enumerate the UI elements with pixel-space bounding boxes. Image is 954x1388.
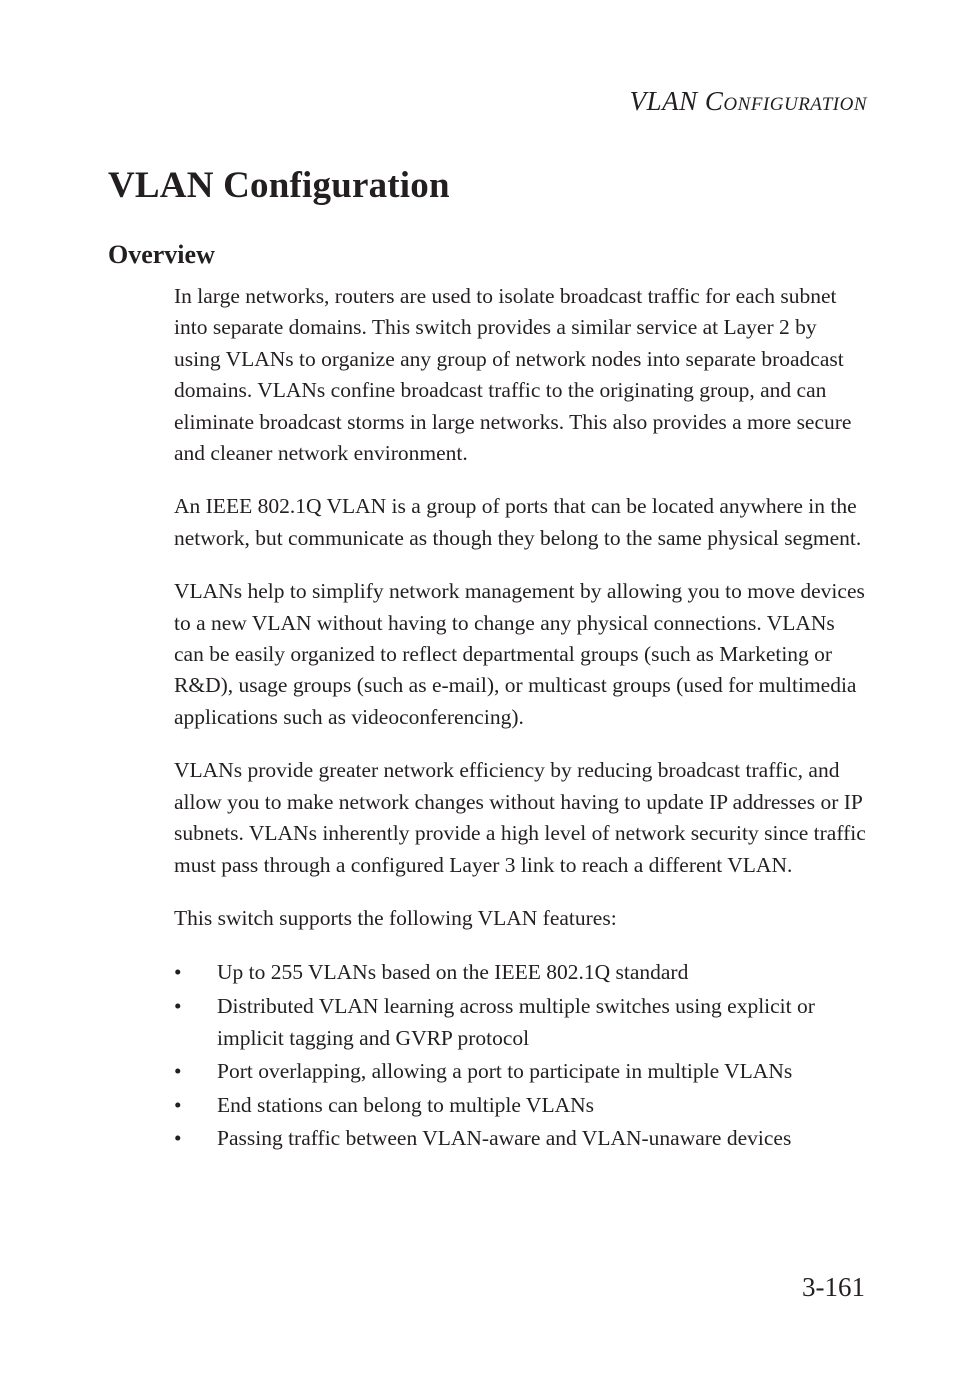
running-header-v: V <box>629 86 647 116</box>
bullet-icon: • <box>174 1126 182 1151</box>
list-item <box>174 990 866 1054</box>
bullet-icon: • <box>174 1059 182 1084</box>
list-item <box>174 1089 866 1121</box>
list-item-text: Distributed VLAN learning across multiple switches using explicit or implicit tagging and GVRP protocol <box>217 993 815 1050</box>
paragraph: In large networks, routers are used to isolate broadcast traffic for each subnet into separate domains. This switch provides a similar service at Layer 2 by using VLANs to organize any group of network nodes into separate broadcast domains. VLANs confine broadcast traffic to the originating group, and can eliminate broadcast storms in large networks. This also provides a more secure and cleaner network environment. <box>174 284 852 466</box>
body-text <box>174 281 866 1156</box>
feature-list <box>174 956 866 1154</box>
running-header <box>630 86 867 117</box>
paragraph: An IEEE 802.1Q VLAN is a group of ports that can be located anywhere in the network, but communicate as though they belong to the same physical segment. <box>174 494 862 550</box>
list-item <box>174 1055 866 1087</box>
paragraph: VLANs provide greater network efficiency by reducing broadcast traffic, and allow you to make network changes without having to update IP addresses or IP subnets. VLANs inherently provide a high level of network security since traffic must pass through a configured Layer 3 link to reach a different VLAN. <box>174 758 866 877</box>
page-title: VLAN Configuration <box>108 165 450 206</box>
page-number: 3-161 <box>802 1272 865 1302</box>
list-item <box>174 956 866 988</box>
list-item-text: Up to 255 VLANs based on the IEEE 802.1Q standard <box>217 960 689 985</box>
list-item-text: End stations can belong to multiple VLANs <box>217 1092 595 1117</box>
running-header-configuration: onfiguration <box>723 86 867 116</box>
list-item-text: Passing traffic between VLAN-aware and VLAN-unaware devices <box>217 1126 792 1151</box>
list-item <box>174 1122 866 1154</box>
section-heading-overview: Overview <box>108 240 215 269</box>
running-header-lan: LAN <box>646 86 705 116</box>
paragraph: VLANs help to simplify network management by allowing you to move devices to a new VLAN without having to change any physical connections. VLANs can be easily organized to reflect departmental groups (such as Marketing or R&D), usage groups (such as e-mail), or multicast groups (used for multimedia applications such as videoconferencing). <box>174 579 865 729</box>
bullet-icon: • <box>174 993 182 1018</box>
paragraph: This switch supports the following VLAN features: <box>174 905 617 930</box>
running-header-c: C <box>704 86 724 116</box>
list-item-text: Port overlapping, allowing a port to participate in multiple VLANs <box>217 1059 793 1084</box>
bullet-icon: • <box>174 960 182 985</box>
bullet-icon: • <box>174 1092 182 1117</box>
